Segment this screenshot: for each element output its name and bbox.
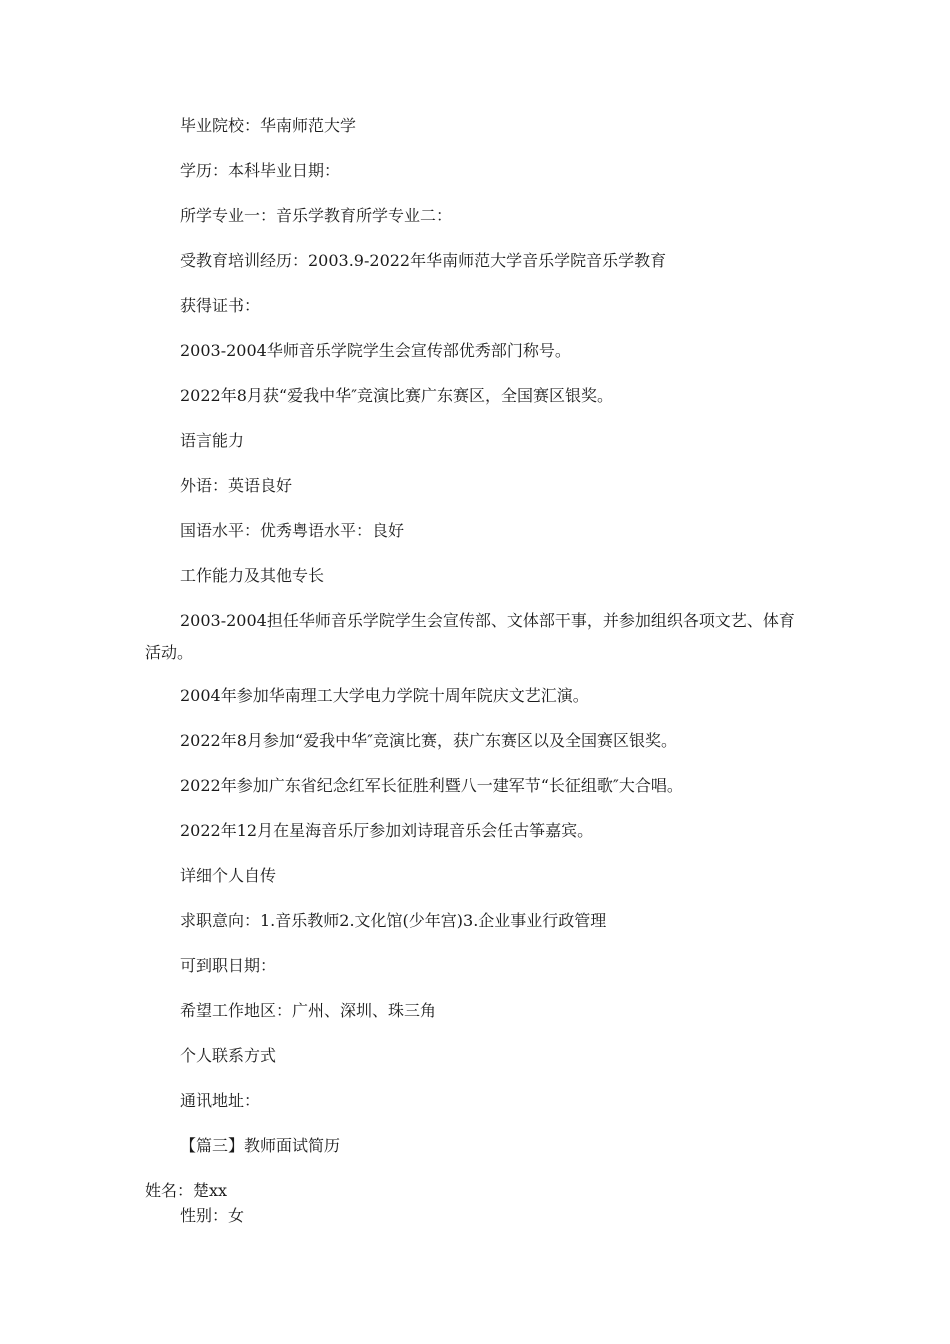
skills-heading: 工作能力及其他专长	[180, 566, 325, 585]
certificates-heading: 获得证书：	[180, 296, 261, 315]
preferred-region: 希望工作地区：广州、深圳、珠三角	[180, 1001, 437, 1020]
certificate-item: 2022年8月获“爱我中华″竞演比赛广东赛区，全国赛区银奖。	[180, 386, 614, 405]
graduate-school: 毕业院校：华南师范大学	[180, 116, 357, 135]
contact-heading: 个人联系方式	[180, 1046, 277, 1065]
skills-item: 2022年12月在星海音乐厅参加刘诗琨音乐会任古筝嘉宾。	[180, 821, 594, 840]
skills-item: 2022年参加广东省纪念红军长征胜利暨八一建军节“长征组歌″大合唱。	[180, 776, 683, 795]
job-intention: 求职意向：1.音乐教师2.文化馆(少年宫)3.企业事业行政管理	[180, 911, 607, 930]
skills-item: 2003-2004担任华师音乐学院学生会宣传部、文体部干事，并参加组织各项文艺、体育活动。	[145, 611, 795, 662]
training-history: 受教育培训经历：2003.9-2022年华南师范大学音乐学院音乐学教育	[180, 251, 667, 270]
mailing-address: 通讯地址：	[180, 1091, 261, 1110]
foreign-language: 外语：英语良好	[180, 476, 293, 495]
education-degree: 学历：本科毕业日期：	[180, 161, 341, 180]
section-title: 【篇三】教师面试简历	[180, 1136, 341, 1155]
gender-field: 性别：女	[180, 1206, 245, 1225]
language-heading: 语言能力	[180, 431, 245, 450]
mandarin-level: 国语水平：优秀粤语水平：良好	[180, 521, 405, 540]
certificate-item: 2003-2004华师音乐学院学生会宣传部优秀部门称号。	[180, 341, 571, 360]
autobiography-heading: 详细个人自传	[180, 866, 277, 885]
major: 所学专业一：音乐学教育所学专业二：	[180, 206, 453, 225]
skills-item: 2022年8月参加“爱我中华″竞演比赛，获广东赛区以及全国赛区银奖。	[180, 731, 678, 750]
skills-item: 2004年参加华南理工大学电力学院十周年院庆文艺汇演。	[180, 686, 589, 705]
name-field: 姓名：楚xx	[145, 1181, 228, 1200]
available-date: 可到职日期：	[180, 956, 277, 975]
